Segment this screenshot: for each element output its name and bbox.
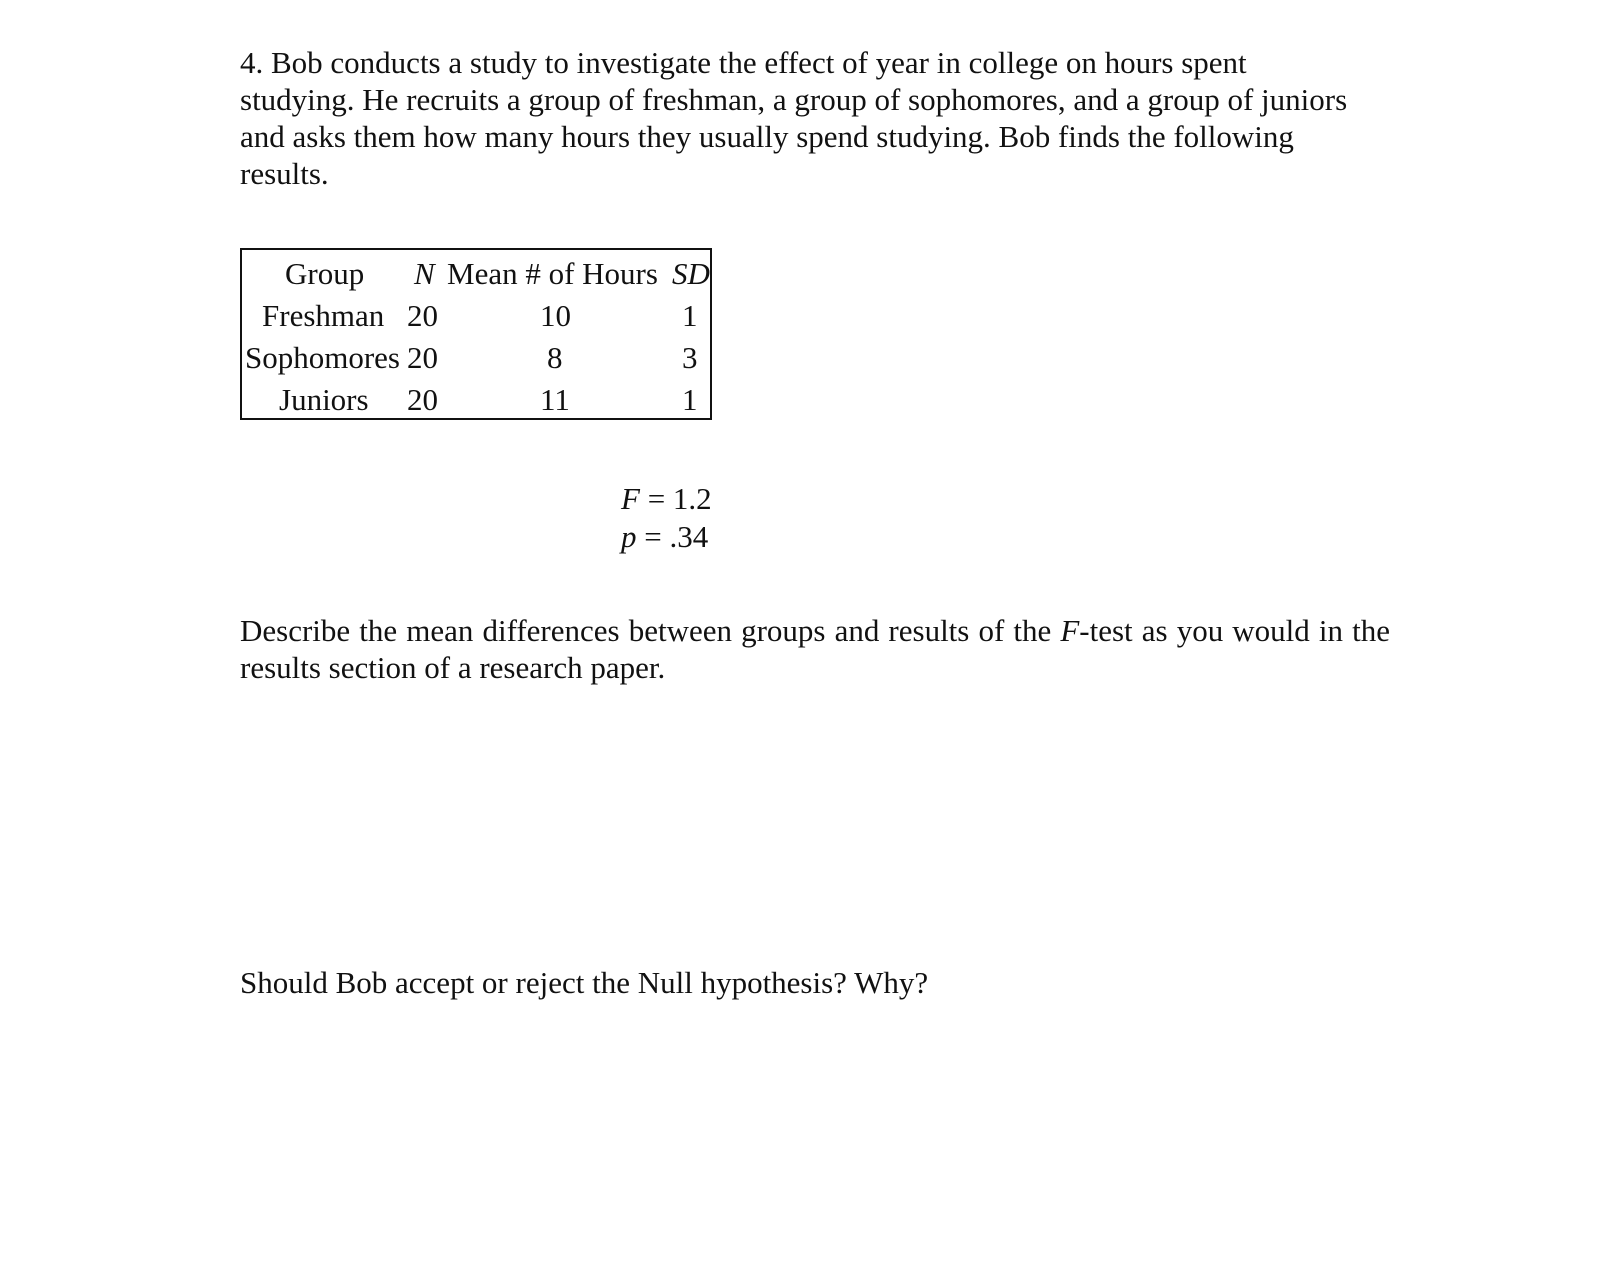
p-value-text: = .34	[636, 519, 709, 554]
intro-line: studying. He recruits a group of freshman, a group of sophomores, and a group of juniors	[240, 82, 1348, 117]
problem-intro	[240, 44, 1390, 192]
cell-n: 20	[407, 340, 438, 375]
describe-question-f: F	[1060, 613, 1080, 648]
p-value	[621, 518, 708, 556]
p-symbol: p	[621, 519, 637, 554]
intro-line: 4. Bob conducts a study to investigate the effect of year in college on hours spent	[240, 45, 1247, 80]
cell-group: Sophomores	[245, 340, 400, 375]
header-n: N	[414, 256, 435, 291]
cell-group: Freshman	[262, 298, 385, 333]
cell-sd: 1	[682, 382, 698, 417]
header-mean: Mean # of Hours	[447, 256, 658, 291]
intro-line: results.	[240, 156, 329, 191]
header-sd: SD	[672, 256, 710, 291]
cell-sd: 3	[682, 340, 698, 375]
results-table	[240, 248, 712, 420]
describe-question	[240, 612, 1390, 686]
describe-question-start: Describe the mean differences between groups and results of the	[240, 613, 1061, 648]
cell-mean: 10	[540, 298, 571, 333]
describe-question-end: -test as you would in the results section of a research paper.	[240, 613, 1390, 685]
cell-sd: 1	[682, 298, 698, 333]
f-statistic	[621, 480, 712, 518]
intro-line: and asks them how many hours they usually spend studying. Bob finds the following	[240, 119, 1294, 154]
cell-group: Juniors	[279, 382, 369, 417]
cell-n: 20	[407, 382, 438, 417]
f-value: = 1.2	[639, 481, 712, 516]
cell-mean: 11	[540, 382, 570, 417]
cell-n: 20	[407, 298, 438, 333]
null-hypothesis-question: Should Bob accept or reject the Null hypothesis? Why?	[240, 965, 929, 1000]
f-symbol: F	[621, 481, 640, 516]
header-group: Group	[285, 256, 365, 291]
cell-mean: 8	[547, 340, 563, 375]
